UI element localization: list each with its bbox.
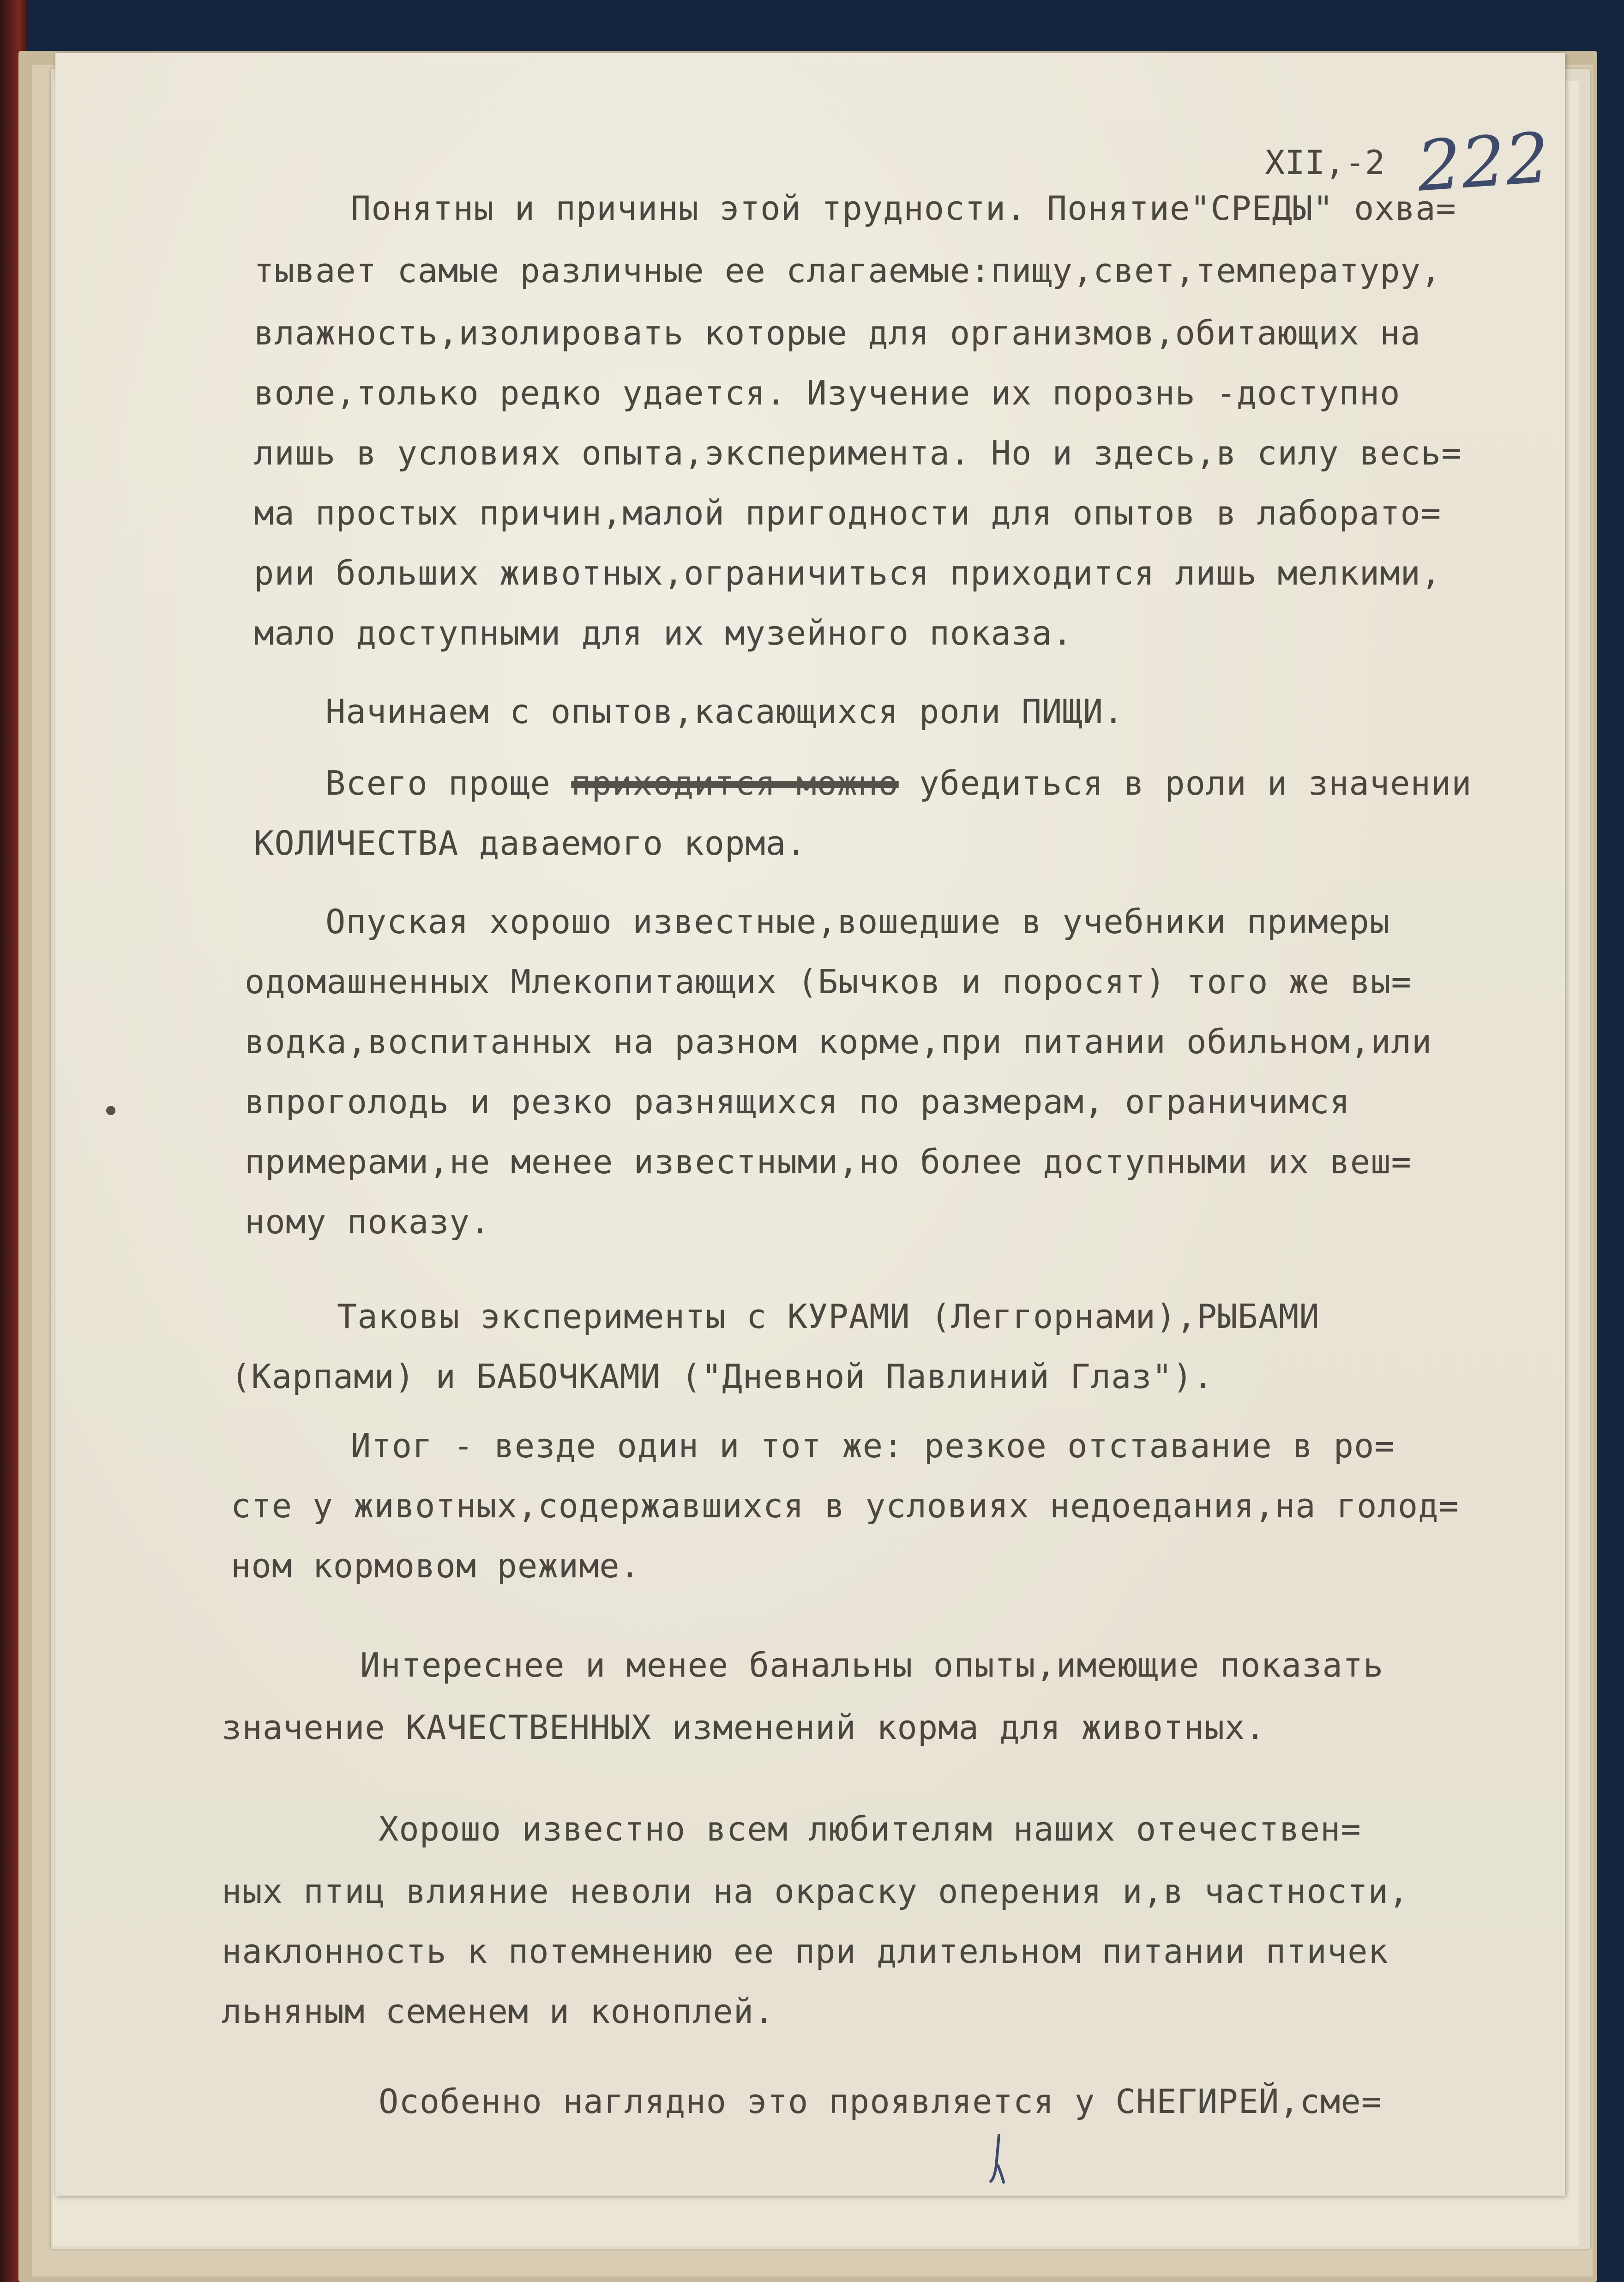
text-line: впроголодь и резко разнящихся по размерам, ограничимся	[245, 1082, 1350, 1121]
text-line: Итог - везде один и тот же: резкое отставание в ро=	[351, 1426, 1395, 1465]
text-line: ма простых причин,малой пригодности для опытов в лаборато=	[254, 494, 1442, 532]
page-number: XII,-2	[1265, 143, 1385, 182]
text-line	[379, 2082, 1382, 2121]
handwritten-correction-mark	[988, 2133, 1006, 2184]
struck-out-text: приходится можно	[571, 764, 899, 803]
text-line: примерами,не менее известными,но более доступными их веш=	[245, 1142, 1412, 1181]
text-line: Начинаем с опытов,касающихся роли ПИЩИ.	[325, 692, 1124, 731]
text-line: Таковы эксперименты с КУРАМИ (Леггорнами),РЫБАМИ	[337, 1297, 1320, 1336]
text-line: Хорошо известно всем любителям наших отечествен=	[379, 1810, 1361, 1848]
text-fragment: Всего проще	[325, 764, 551, 803]
text-line: наклонность к потемнению ее при длительном питании птичек	[222, 1932, 1389, 1971]
text-line: ном кормовом режиме.	[231, 1546, 640, 1585]
text-line: ному показу.	[245, 1202, 491, 1241]
text-line: сте у животных,содержавшихся в условиях недоедания,на голод=	[231, 1486, 1459, 1525]
margin-mark	[106, 1106, 115, 1115]
text-line: Интереснее и менее банальны опыты,имеющие показать	[360, 1646, 1384, 1684]
text-line: влажность,изолировать которые для организмов,обитающих на	[254, 314, 1421, 352]
text-line: ных птиц влияние неволи на окраску оперения и,в частности,	[222, 1872, 1409, 1911]
text-fragment: Особенно наглядно это прояв	[379, 2082, 932, 2121]
text-line: КОЛИЧЕСТВА даваемого корма.	[254, 824, 807, 863]
text-line: воле,только редко удается. Изучение их порознь -доступно	[254, 374, 1401, 412]
text-line: одомашненных Млекопитающих (Бычков и поросят) того же вы=	[245, 962, 1412, 1001]
text-fragment: ляется у СНЕГИРЕЙ,сме=	[931, 2082, 1382, 2121]
text-line: водка,воспитанных на разном корме,при питании обильном,или	[245, 1022, 1432, 1061]
handwritten-folio: 222	[1414, 118, 1552, 207]
text-line: мало доступными для их музейного показа.	[254, 614, 1073, 652]
text-line: (Карпами) и БАБОЧКАМИ ("Дневной Павлиний Глаз").	[231, 1357, 1214, 1396]
text-line: Опуская хорошо известные,вошедшие в учебники примеры	[325, 902, 1390, 941]
text-line: рии больших животных,ограничиться приходится лишь мелкими,	[254, 554, 1442, 592]
text-line: тывает самые различные ее слагаемые:пищу,свет,температуру,	[254, 251, 1442, 290]
text-line: Понятны и причины этой трудности. Понятие"СРЕДЫ" охва=	[351, 189, 1456, 228]
typed-page	[55, 53, 1565, 2196]
text-line: значение КАЧЕСТВЕННЫХ изменений корма для животных.	[222, 1708, 1266, 1747]
text-line: льняным семенем и коноплей.	[222, 1992, 775, 2031]
text-line	[325, 764, 1472, 803]
text-fragment: убедиться в роли и значении	[919, 764, 1472, 803]
text-line: лишь в условиях опыта,эксперимента. Но и здесь,в силу весь=	[254, 434, 1462, 472]
